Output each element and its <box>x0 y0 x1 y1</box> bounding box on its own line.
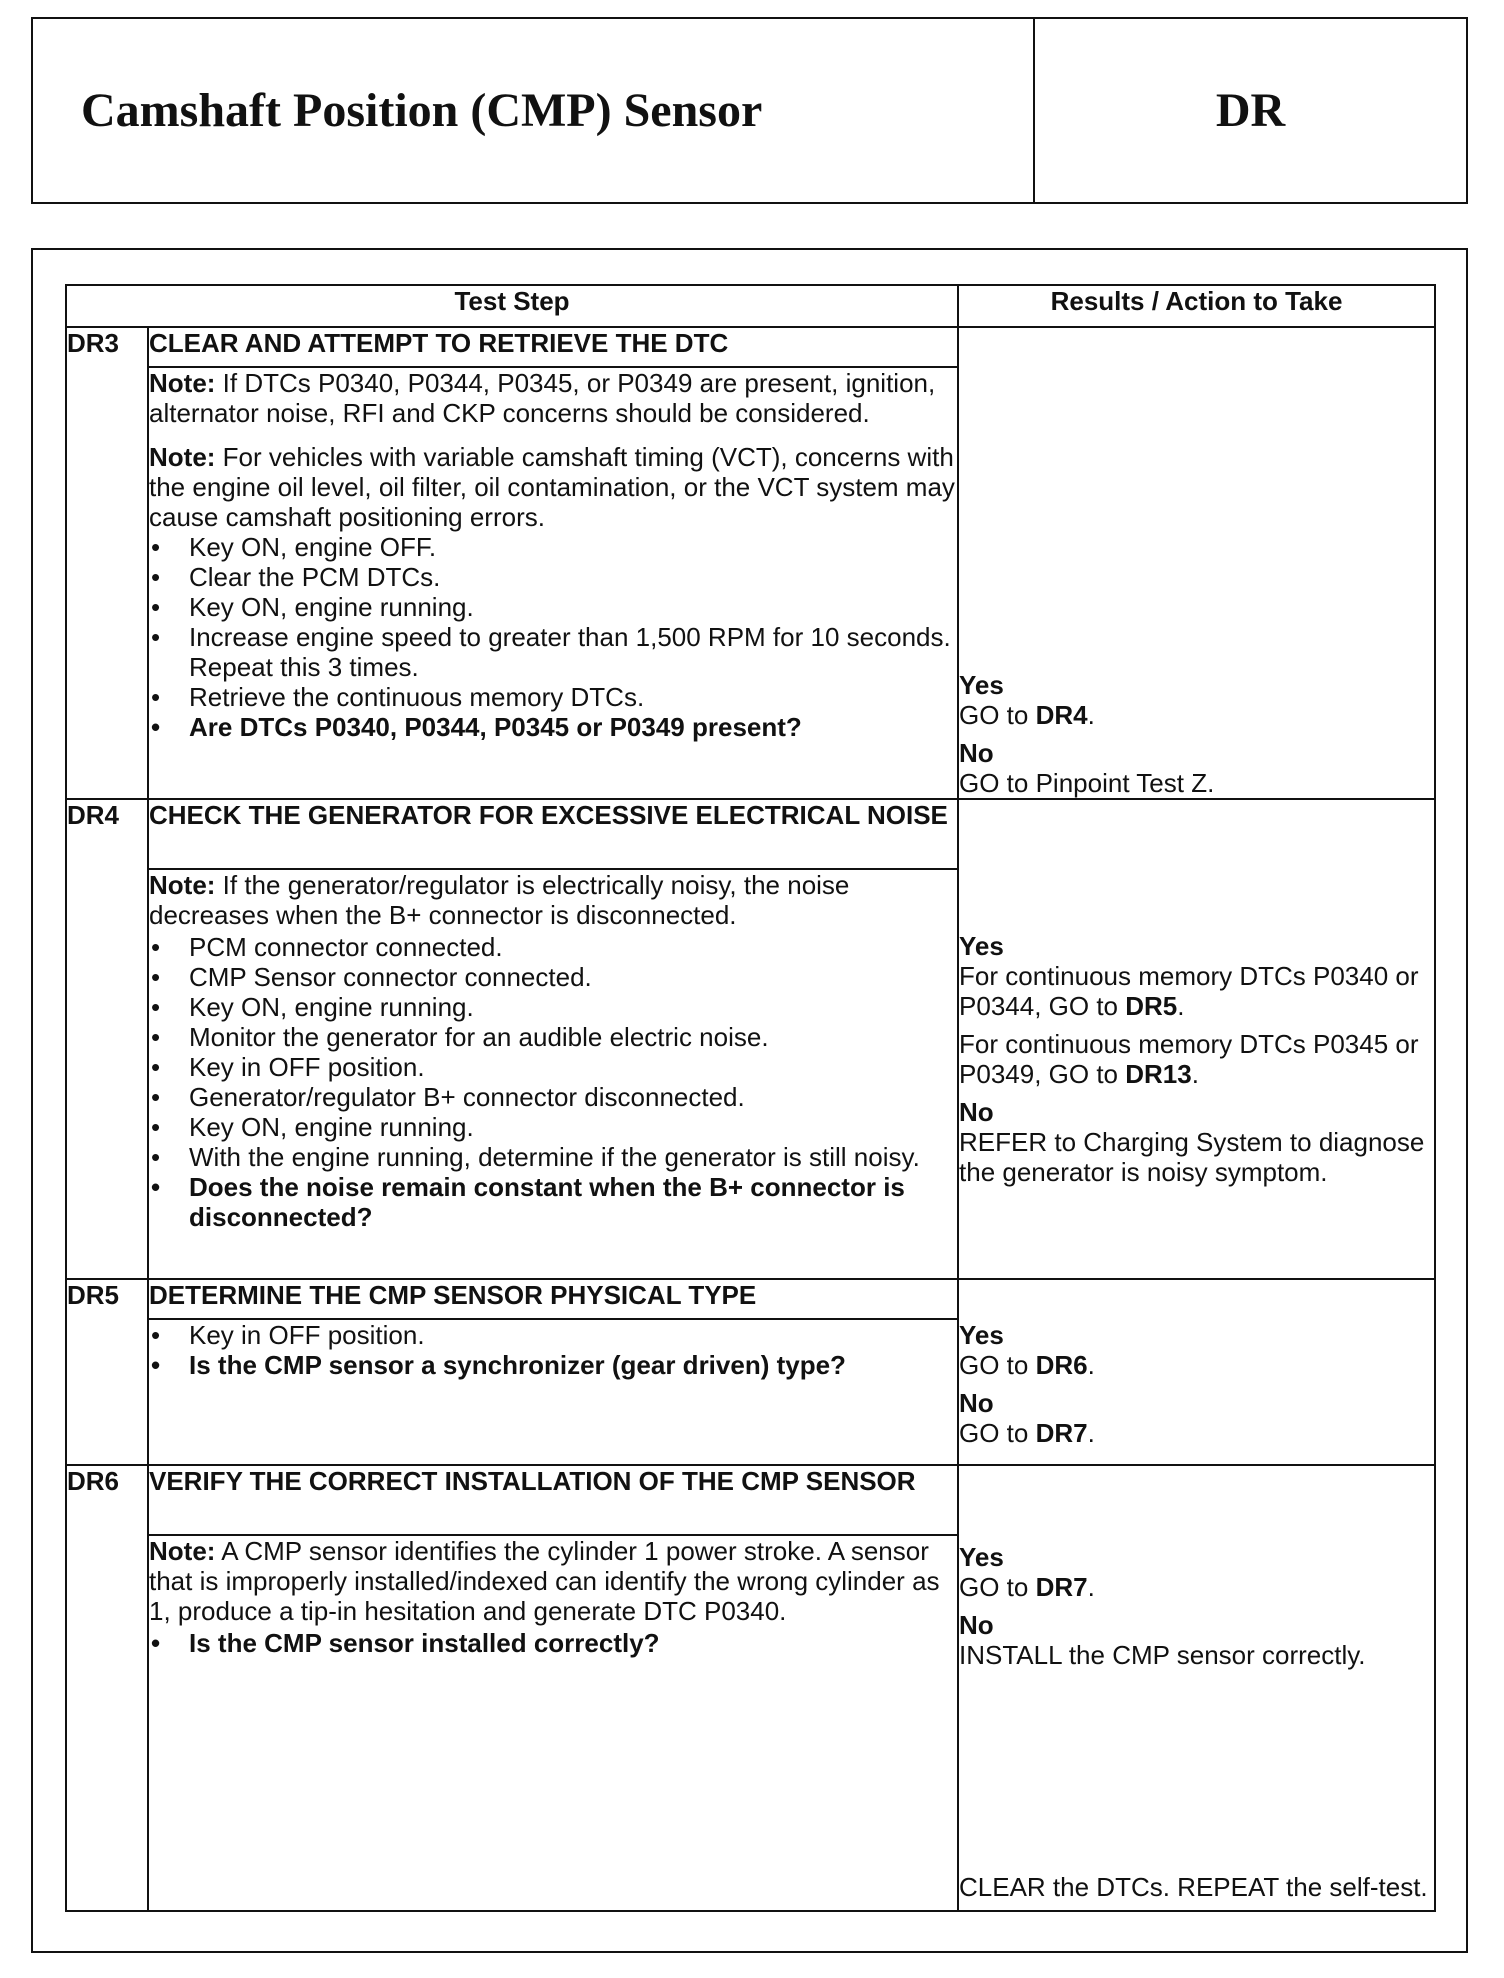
instruction-item: • Key in OFF position. <box>151 1320 425 1350</box>
step-code: DR5 <box>66 1279 148 1465</box>
step-result: Yes GO to DR7. No INSTALL the CMP sensor correctly. CLEAR the DTCs. REPEAT the self-test. <box>958 1465 1435 1911</box>
step-result: Yes GO to DR4. No GO to Pinpoint Test Z. <box>958 327 1435 799</box>
note-label: Note: <box>149 368 216 399</box>
goto-step-link[interactable]: DR13 <box>1125 1059 1192 1089</box>
page-title: Camshaft Position (CMP) Sensor <box>33 19 1035 202</box>
step-result: Yes For continuous memory DTCs P0340 or P0344, GO to DR5. For continuous memory DTCs P0345 or P0349, GO to DR13. No REFER to Charging System to diagnose the generator is noisy symptom. <box>958 799 1435 1279</box>
instruction-item: • Clear the PCM DTCs. <box>151 562 441 593</box>
no-label: No <box>959 1610 994 1640</box>
step-body <box>148 869 958 1279</box>
step-question: • Does the noise remain constant when the B+ connector is disconnected? <box>151 1172 905 1232</box>
step-code: DR4 <box>66 799 148 1279</box>
yes-text: GO to <box>959 1350 1036 1380</box>
yes-label: Yes <box>959 931 1004 961</box>
instruction-item: • Key in OFF position. <box>151 1052 425 1082</box>
yes-label: Yes <box>959 1320 1004 1350</box>
step-instructions <box>149 1320 957 1380</box>
step-question: • Are DTCs P0340, P0344, P0345 or P0349 present? <box>151 712 802 743</box>
no-text: REFER to Charging System to diagnose the generator is noisy symptom. <box>959 1127 1425 1187</box>
step-body <box>148 1319 958 1465</box>
instruction-item: • CMP Sensor connector connected. <box>151 962 592 992</box>
no-label: No <box>959 1097 994 1127</box>
instruction-item: • PCM connector connected. <box>151 932 503 962</box>
instruction-item: • Key ON, engine running. <box>151 992 474 1022</box>
goto-step-link[interactable]: DR5 <box>1125 991 1178 1021</box>
instruction-item: • Key ON, engine running. <box>151 1112 474 1142</box>
step-title: VERIFY THE CORRECT INSTALLATION OF THE CMP SENSOR <box>148 1465 958 1535</box>
instruction-item: • Retrieve the continuous memory DTCs. <box>151 682 645 713</box>
yes-label: Yes <box>959 1542 1004 1572</box>
instruction-item: • With the engine running, determine if the generator is still noisy. <box>151 1142 920 1172</box>
note-text: A CMP sensor identifies the cylinder 1 power stroke. A sensor that is improperly installed/indexed can identify the wrong cylinder as 1, produce a tip-in hesitation and generate DTC P0340. <box>149 1536 940 1626</box>
no-text: GO to Pinpoint Test Z. <box>959 768 1215 798</box>
note-text: If the generator/regulator is electrically noisy, the noise decreases when the B+ connector is disconnected. <box>149 870 850 930</box>
goto-step-link[interactable]: DR7 <box>1035 1572 1088 1602</box>
goto-step-link[interactable]: DR6 <box>1035 1350 1088 1380</box>
column-header-test-step: Test Step <box>66 285 958 327</box>
no-text: GO to <box>959 1418 1036 1448</box>
step-question: • Is the CMP sensor installed correctly? <box>151 1628 660 1658</box>
yes-text: For continuous memory DTCs P0345 or P0349, GO to <box>959 1029 1419 1089</box>
instruction-item: • Generator/regulator B+ connector disconnected. <box>151 1082 745 1112</box>
step-title: CHECK THE GENERATOR FOR EXCESSIVE ELECTRICAL NOISE <box>148 799 958 869</box>
goto-step-link[interactable]: DR4 <box>1035 700 1088 730</box>
goto-step-link[interactable]: DR7 <box>1035 1418 1088 1448</box>
yes-label: Yes <box>959 670 1004 700</box>
step-instructions <box>149 532 957 742</box>
step-title: CLEAR AND ATTEMPT TO RETRIEVE THE DTC <box>148 327 958 367</box>
instruction-item: • Key ON, engine OFF. <box>151 532 437 563</box>
no-text: INSTALL the CMP sensor correctly. <box>959 1640 1366 1670</box>
note-label: Note: <box>149 1536 216 1566</box>
note-label: Note: <box>149 870 216 900</box>
final-action-text: CLEAR the DTCs. REPEAT the self-test. <box>959 1872 1428 1902</box>
no-label: No <box>959 738 994 768</box>
instruction-item: • Monitor the generator for an audible electric noise. <box>151 1022 769 1052</box>
yes-text: GO to <box>959 700 1036 730</box>
yes-text: GO to <box>959 1572 1036 1602</box>
column-header-results: Results / Action to Take <box>958 285 1435 327</box>
no-label: No <box>959 1388 994 1418</box>
instruction-item: • Key ON, engine running. <box>151 592 474 623</box>
content-frame <box>31 248 1468 1953</box>
step-body <box>148 1535 958 1911</box>
note-label: Note: <box>149 442 216 473</box>
note-text: If DTCs P0340, P0344, P0345, or P0349 are present, ignition, alternator noise, RFI and CKP concerns should be considered. <box>149 368 936 429</box>
test-step-table <box>65 284 1436 1912</box>
yes-text: For continuous memory DTCs P0340 or P0344, GO to <box>959 961 1419 1021</box>
page-header <box>31 17 1468 204</box>
step-code: DR6 <box>66 1465 148 1911</box>
step-title: DETERMINE THE CMP SENSOR PHYSICAL TYPE <box>148 1279 958 1319</box>
note-text: For vehicles with variable camshaft timing (VCT), concerns with the engine oil level, oil filter, oil contamination, or the VCT system may cause camshaft positioning errors. <box>149 442 955 533</box>
section-code: DR <box>1215 84 1286 137</box>
instruction-item: • Increase engine speed to greater than 1,500 RPM for 10 seconds. Repeat this 3 times. <box>151 622 951 683</box>
step-instructions <box>149 1628 957 1658</box>
step-body <box>148 367 958 799</box>
step-question: • Is the CMP sensor a synchronizer (gear driven) type? <box>151 1350 846 1380</box>
step-result: Yes GO to DR6. No GO to DR7. <box>958 1279 1435 1465</box>
step-instructions <box>149 932 957 1232</box>
step-code: DR3 <box>66 327 148 799</box>
